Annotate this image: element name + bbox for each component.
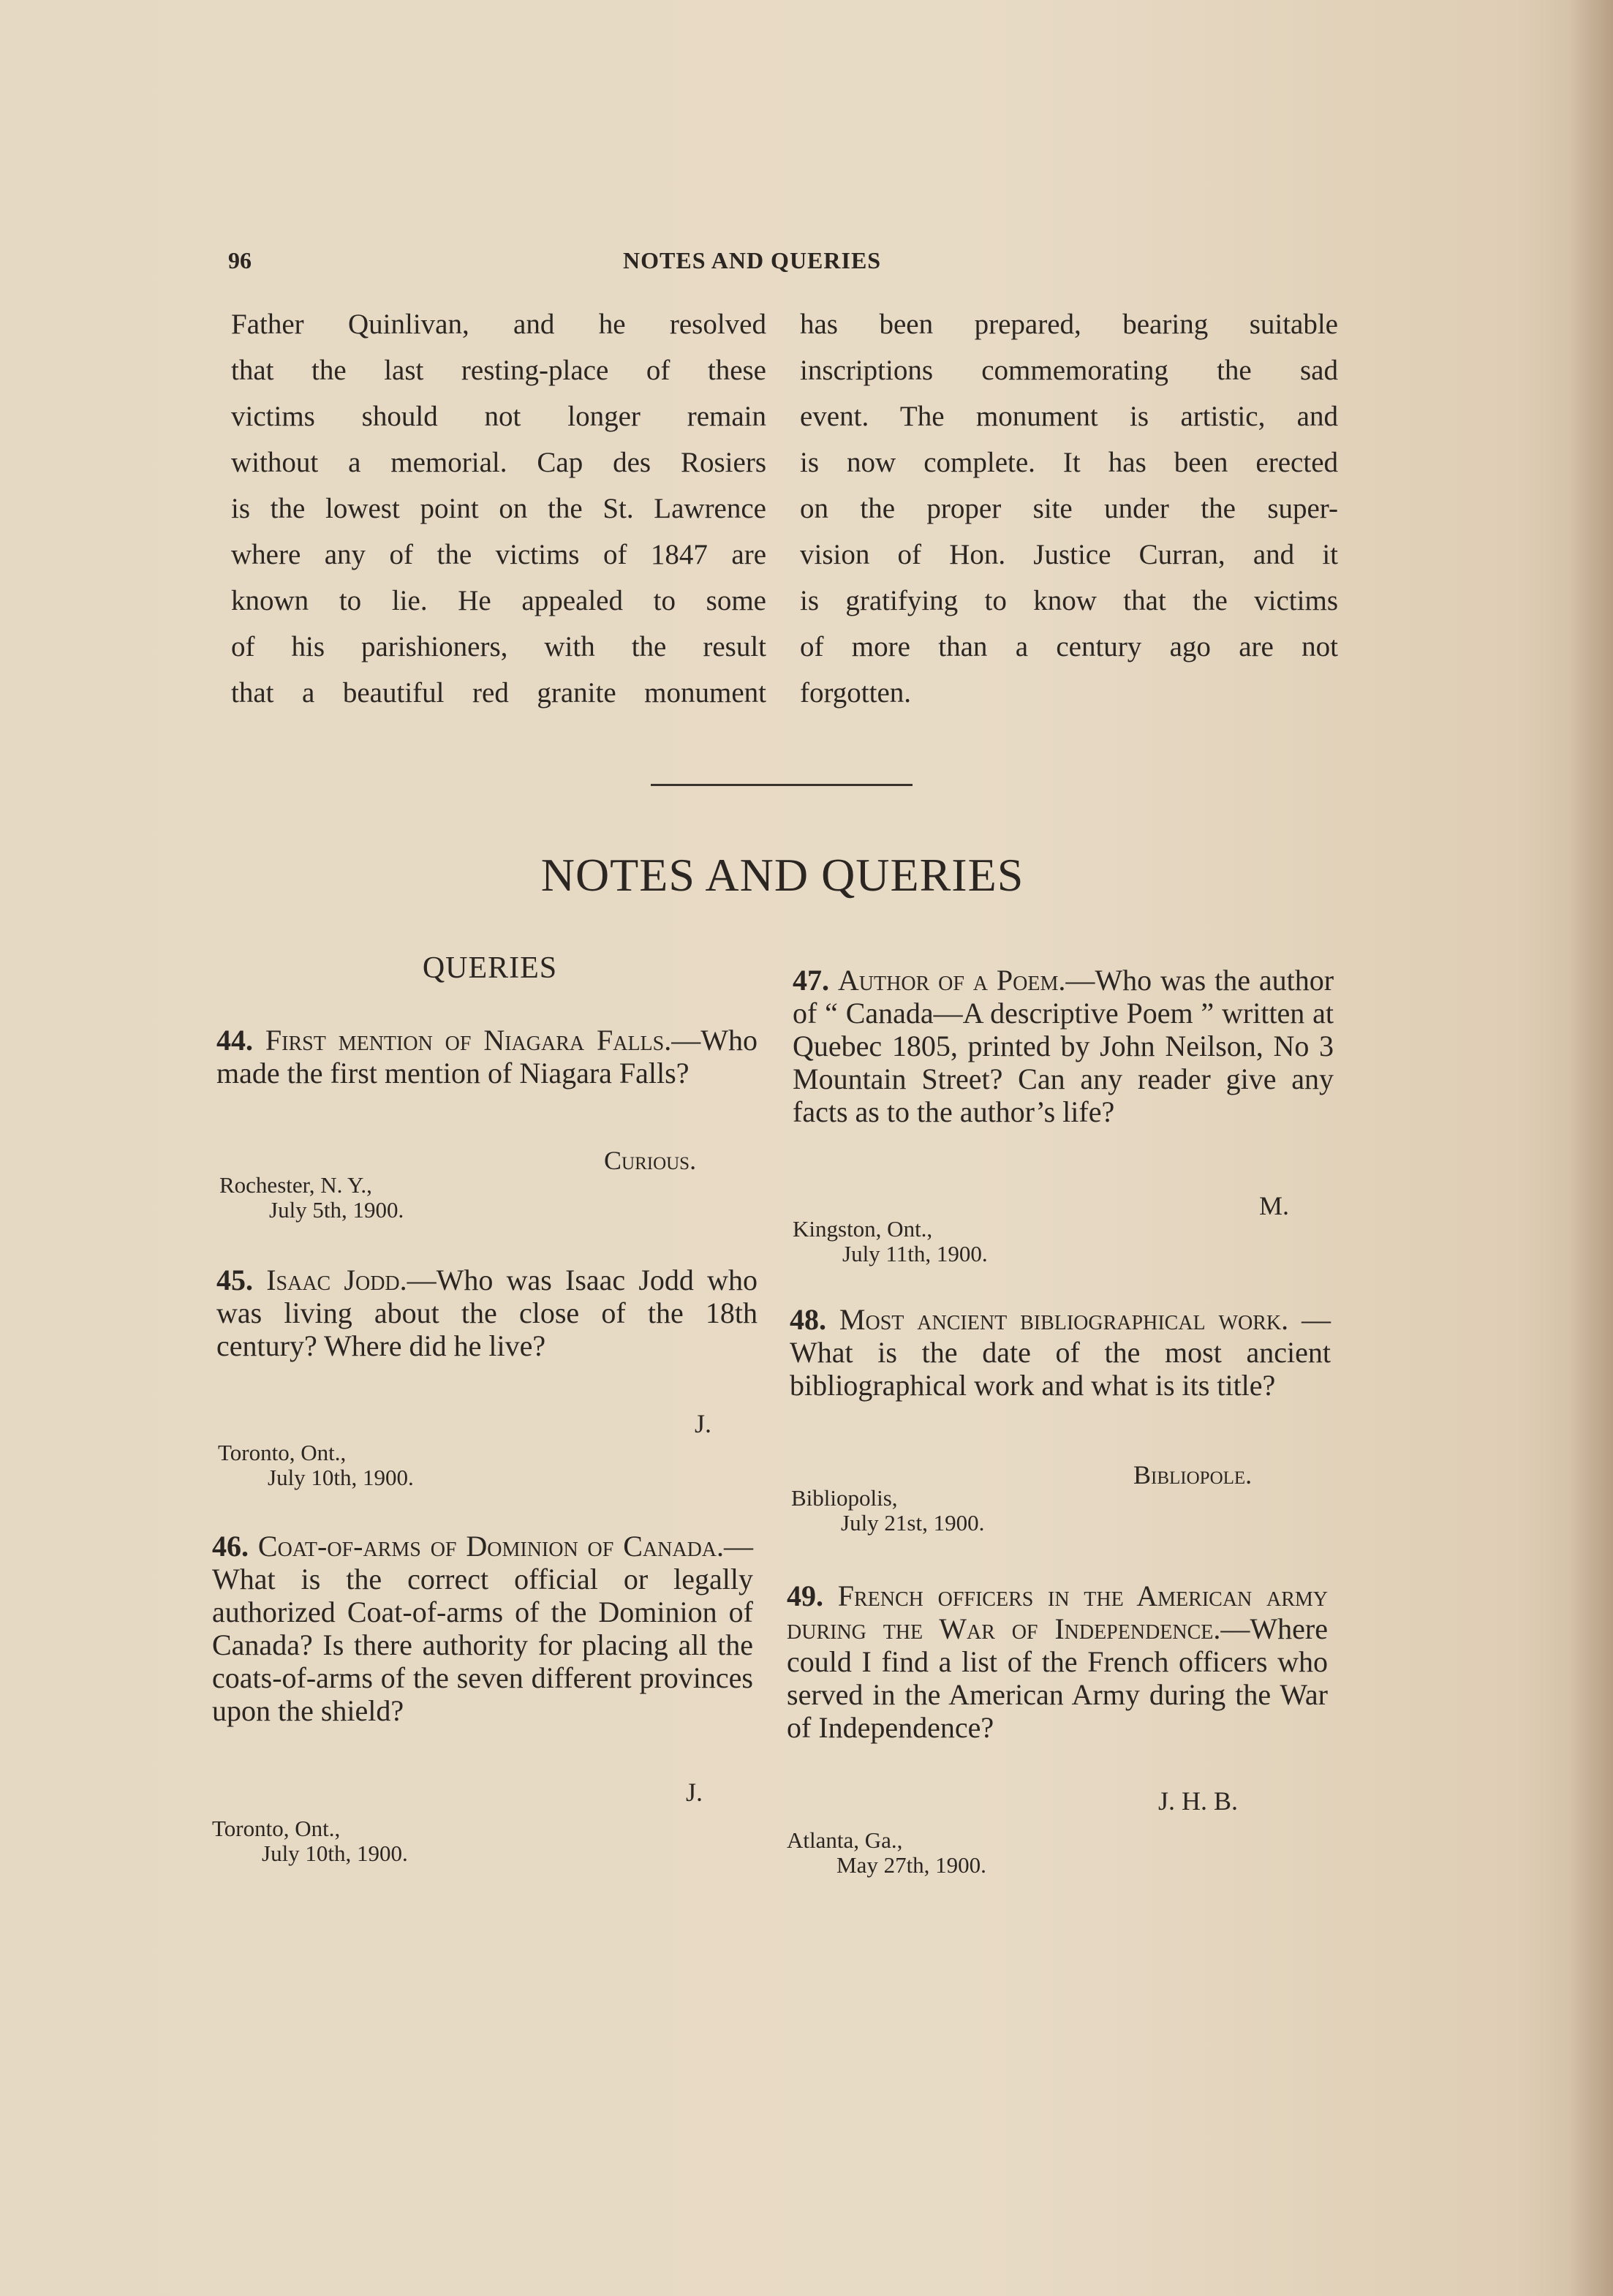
query-date: July 10th, 1900. [268, 1465, 414, 1490]
query-place: Rochester, N. Y., [219, 1172, 372, 1198]
query-body: — What is the date of the most ancient bibliographical work and what is its title? [790, 1303, 1331, 1402]
query-48 [790, 1303, 1331, 1402]
text-line: that a beautiful red granite monument [231, 677, 766, 709]
text-line: event. The monument is artistic, and [800, 401, 1338, 432]
query-body: —Who made the first mention of Niagara Falls? [216, 1024, 758, 1090]
continued-text-left-column [231, 301, 766, 716]
query-heading: Author of a Poem. [837, 964, 1066, 997]
query-signature: Curious. [604, 1146, 697, 1175]
query-body: —What is the correct official or legally authorized Coat-of-arms of the Dominion of Canada? Is there authority for placing all the coats-of-arms of the seven different provinces upon the shield? [212, 1530, 754, 1727]
query-place: Kingston, Ont., [793, 1216, 933, 1242]
query-date: July 5th, 1900. [269, 1197, 404, 1223]
query-body: —Who was the author of “ Canada—A descriptive Poem ” written at Quebec 1805, printed by John Neilson, No 3 Mountain Street? Can any reader give any facts as to the author’s life? [793, 964, 1334, 1128]
query-body: —Who was Isaac Jodd who was living about the close of the 18th century? Where did he live? [216, 1264, 758, 1362]
query-dateline [787, 1828, 986, 1878]
query-date: July 21st, 1900. [841, 1510, 985, 1536]
text-line: is the lowest point on the St. Lawrence [231, 493, 766, 524]
query-number: 48. [790, 1303, 826, 1336]
query-dateline [219, 1173, 404, 1223]
query-heading: French officers in the American army during the War of Independence. [787, 1579, 1328, 1645]
text-line: Father Quinlivan, and he resolved [231, 309, 766, 340]
query-44 [216, 1024, 758, 1090]
query-49 [787, 1579, 1328, 1744]
text-line: that the last resting-place of these [231, 355, 766, 386]
query-number: 46. [212, 1530, 249, 1563]
subsection-title: QUERIES [422, 951, 558, 985]
text-line: vision of Hon. Justice Curran, and it [800, 539, 1338, 570]
text-line: has been prepared, bearing suitable [800, 309, 1338, 340]
query-date: July 10th, 1900. [262, 1840, 408, 1866]
query-place: Bibliopolis, [791, 1485, 898, 1511]
text-line: of his parishioners, with the result [231, 631, 766, 662]
query-45 [216, 1264, 758, 1362]
query-47 [793, 964, 1334, 1128]
section-divider-rule [651, 784, 913, 786]
text-line: victims should not longer remain [231, 401, 766, 432]
query-place: Atlanta, Ga., [787, 1827, 903, 1853]
query-body: —Where could I find a list of the French officers who served in the American Army during the War of Independence? [787, 1612, 1328, 1744]
query-dateline [791, 1486, 984, 1536]
query-heading: First mention of Niagara Falls. [265, 1024, 672, 1057]
query-place: Toronto, Ont., [218, 1440, 347, 1465]
query-signature: J. [695, 1409, 712, 1438]
query-heading: Most ancient bibliographical work. [839, 1303, 1289, 1336]
text-line: known to lie. He appealed to some [231, 585, 766, 616]
query-heading: Isaac Jodd. [266, 1264, 407, 1296]
text-line: on the proper site under the super- [800, 493, 1338, 524]
query-signature: J. H. B. [1158, 1786, 1239, 1816]
query-date: July 11th, 1900. [842, 1241, 988, 1266]
text-line: forgotten. [800, 677, 912, 709]
query-number: 45. [216, 1264, 253, 1296]
query-signature: Bibliopole. [1133, 1460, 1253, 1489]
section-title: NOTES AND QUERIES [540, 849, 1024, 901]
query-heading: Coat-of-arms of Dominion of Canada. [257, 1530, 725, 1563]
query-dateline [212, 1816, 408, 1866]
query-dateline [793, 1217, 988, 1266]
query-date: May 27th, 1900. [836, 1852, 986, 1878]
continued-text-right-column [800, 301, 1338, 716]
running-title: NOTES AND QUERIES [623, 247, 882, 273]
query-signature: J. [686, 1778, 703, 1807]
query-dateline [218, 1440, 414, 1490]
text-line: is gratifying to know that the victims [800, 585, 1338, 616]
query-place: Toronto, Ont., [212, 1816, 341, 1841]
page-edge-shadow [1569, 0, 1613, 2296]
text-line: inscriptions commemorating the sad [800, 355, 1338, 386]
query-number: 49. [787, 1579, 823, 1612]
text-line: is now complete. It has been erected [800, 447, 1338, 478]
query-number: 47. [793, 964, 829, 997]
text-line: without a memorial. Cap des Rosiers [231, 447, 766, 478]
text-line: of more than a century ago are not [800, 631, 1338, 662]
text-line: where any of the victims of 1847 are [231, 539, 766, 570]
page-number: 96 [228, 247, 252, 273]
query-46 [212, 1530, 753, 1727]
query-number: 44. [216, 1024, 253, 1057]
running-head [228, 247, 1340, 284]
query-signature: M. [1259, 1191, 1290, 1220]
